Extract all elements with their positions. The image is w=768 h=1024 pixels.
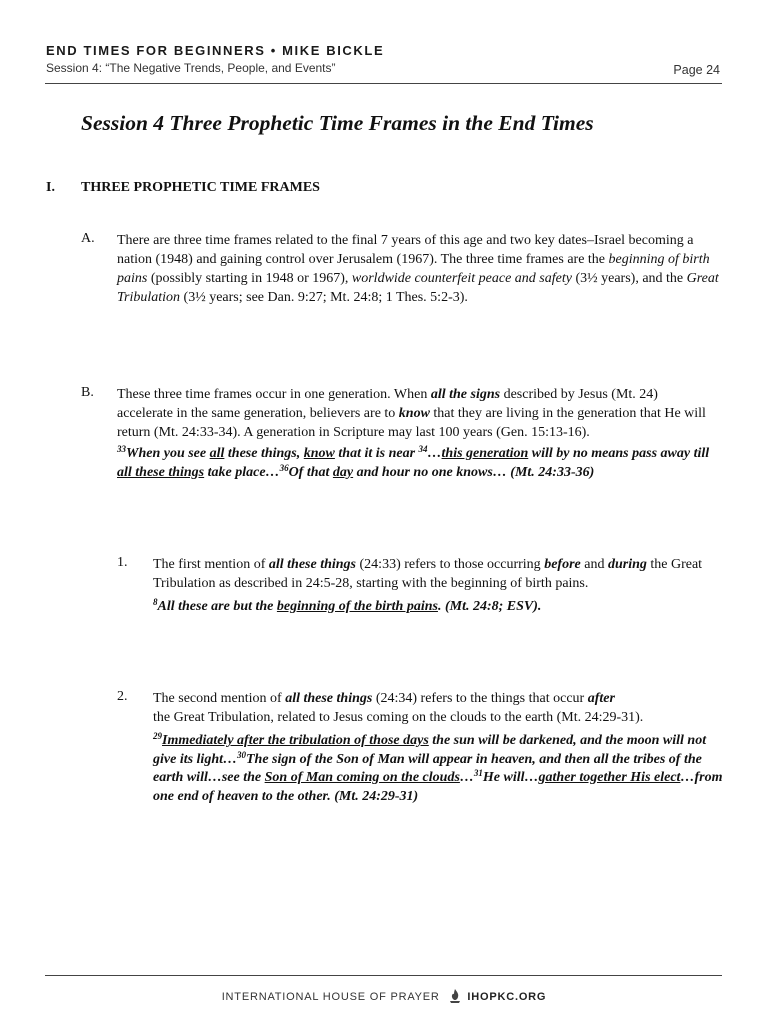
section-heading: THREE PROPHETIC TIME FRAMES (81, 180, 320, 195)
subpoint-1-scripture-quote: $^8$All these are but the beginning of the birth pains. (Mt. 24:8; ESV). (153, 597, 542, 614)
point-a-paragraph: There are three time frames related to the final 7 years of this age and two key dates–Israel becoming a nation (1948) and gaining control over Jerusalem (1967). The three time frames are the beginning of birth pains (possibly starting in 1948 or 1967), worldwide counterfeit peace and safety (3½ years), and the Great Tribulation (3½ years; see Dan. 9:27; Mt. 24:8; 1 Thes. 5:2-3). (117, 233, 719, 305)
page-title: Session 4 Three Prophetic Time Frames in the End Times (81, 111, 594, 135)
point-a-marker: A. (81, 231, 95, 246)
session-subtitle: Session 4: “The Negative Trends, People, and Events” (46, 61, 336, 75)
flame-logo-icon (449, 988, 461, 1007)
point-b-paragraph: These three time frames occur in one generation. When all the signs described by Jesus (Mt. 24) accelerate in the same generation, believers are to know that they are living in the generation that He will return (Mt. 24:33-34). A generation in Scripture may last 100 years (Gen. 15:13-16). (117, 387, 706, 440)
page-footer (0, 988, 768, 1007)
footer-organization: INTERNATIONAL HOUSE OF PRAYER (221, 991, 440, 1003)
footer-website: IHOPKC.ORG (467, 991, 547, 1003)
section-number: I. (46, 180, 55, 195)
point-b-scripture-quote: $^{33}$When you see all these things, know that it is near $^{34}$…this generation will by no means pass away till all these things take place…$^{36}$Of that day and hour no one knows… (Mt. 24:33-36) (117, 444, 710, 480)
subpoint-2-marker: 2. (117, 689, 128, 704)
subpoint-2-scripture-quote: $^{29}$Immediately after the tribulation of those days the sun will be darkened, and the moon will not give its light…$^{30}$The sign of the Son of Man will appear in heaven, and then all the tribes of the earth will…see the Son of Man coming on the clouds…$^{31}$He will…gather together His elect…from one end of heaven to the other. (Mt. 24:29-31) (153, 731, 723, 804)
footer-divider (45, 975, 722, 976)
point-b-marker: B. (81, 385, 94, 400)
page-number: Page 24 (673, 63, 720, 77)
header-divider (45, 83, 722, 84)
subpoint-1-marker: 1. (117, 555, 128, 570)
subpoint-2-paragraph: The second mention of all these things (24:34) refers to the things that occur after the Great Tribulation, related to Jesus coming on the clouds to the earth (Mt. 24:29-31). (153, 691, 644, 725)
subpoint-1-paragraph: The first mention of all these things (24:33) refers to those occurring before and during the Great Tribulation as described in 24:5-28, starting with the beginning of birth pains. (153, 557, 703, 591)
document-series-title: END TIMES FOR BEGINNERS • MIKE BICKLE (46, 43, 385, 58)
